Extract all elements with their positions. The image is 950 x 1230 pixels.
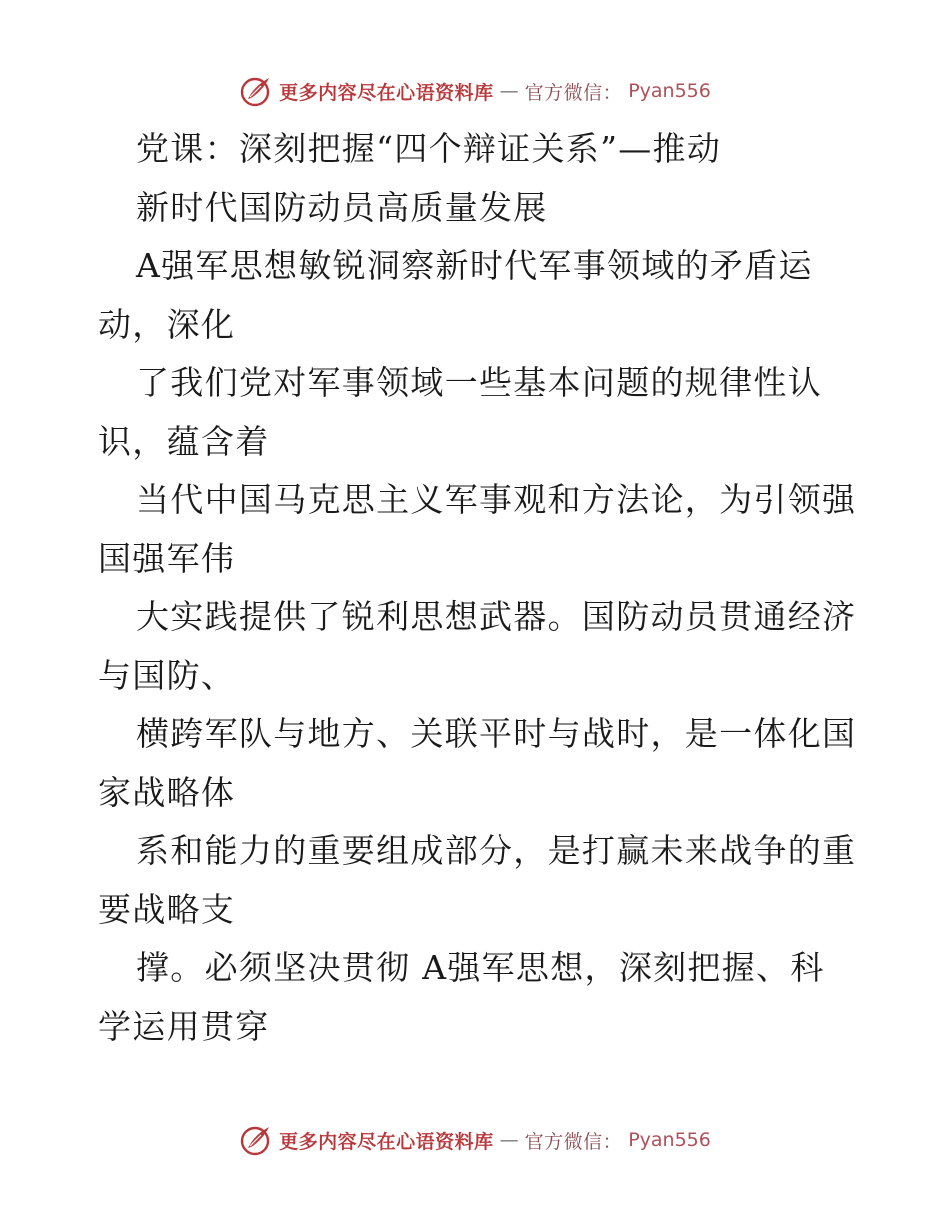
banner-dash: — (499, 1129, 519, 1151)
wechat-label: 官方微信： (524, 81, 623, 104)
doc-line: 当代中国马克思主义军事观和方法论，为引领强 (136, 480, 857, 519)
doc-line: 识，蕴含着 (98, 421, 270, 461)
header-banner (0, 71, 950, 111)
doc-line: 横跨军队与地方、关联平时与战时，是一体化国 (136, 714, 857, 753)
doc-line: 了我们党对军事领域一些基本问题的规律性认 (136, 363, 822, 402)
doc-line: 新时代国防动员高质量发展 (136, 187, 548, 227)
wechat-id: Pyan556 (628, 80, 711, 102)
doc-line: 党课：深刻把握“四个辩证关系”—推动 (136, 129, 722, 168)
doc-line: 国强军伟 (98, 538, 236, 578)
doc-line: 家战略体 (98, 772, 236, 812)
footer-banner (0, 1120, 950, 1160)
quill-logo-icon (239, 1123, 273, 1157)
doc-line: 动，深化 (98, 304, 236, 344)
doc-line: 学运用贯穿 (98, 1006, 270, 1046)
doc-line: 要战略支 (98, 889, 236, 929)
wechat-label: 官方微信： (524, 1130, 623, 1153)
wechat-id: Pyan556 (628, 1129, 711, 1151)
doc-line: 撑。必须坚决贯彻 A强军思想，深刻把握、科 (136, 948, 825, 987)
doc-line: 大实践提供了锐利思想武器。国防动员贯通经济 (136, 597, 857, 636)
document-body (98, 120, 858, 1056)
promo-text: 更多内容尽在心语资料库 (279, 81, 494, 104)
banner-dash: — (499, 80, 519, 102)
doc-line: A强军思想敏锐洞察新时代军事领域的矛盾运 (136, 246, 813, 285)
doc-line: 与国防、 (98, 655, 236, 695)
promo-text: 更多内容尽在心语资料库 (279, 1130, 494, 1153)
quill-logo-icon (239, 74, 273, 108)
doc-line: 系和能力的重要组成部分，是打赢未来战争的重 (136, 831, 857, 870)
